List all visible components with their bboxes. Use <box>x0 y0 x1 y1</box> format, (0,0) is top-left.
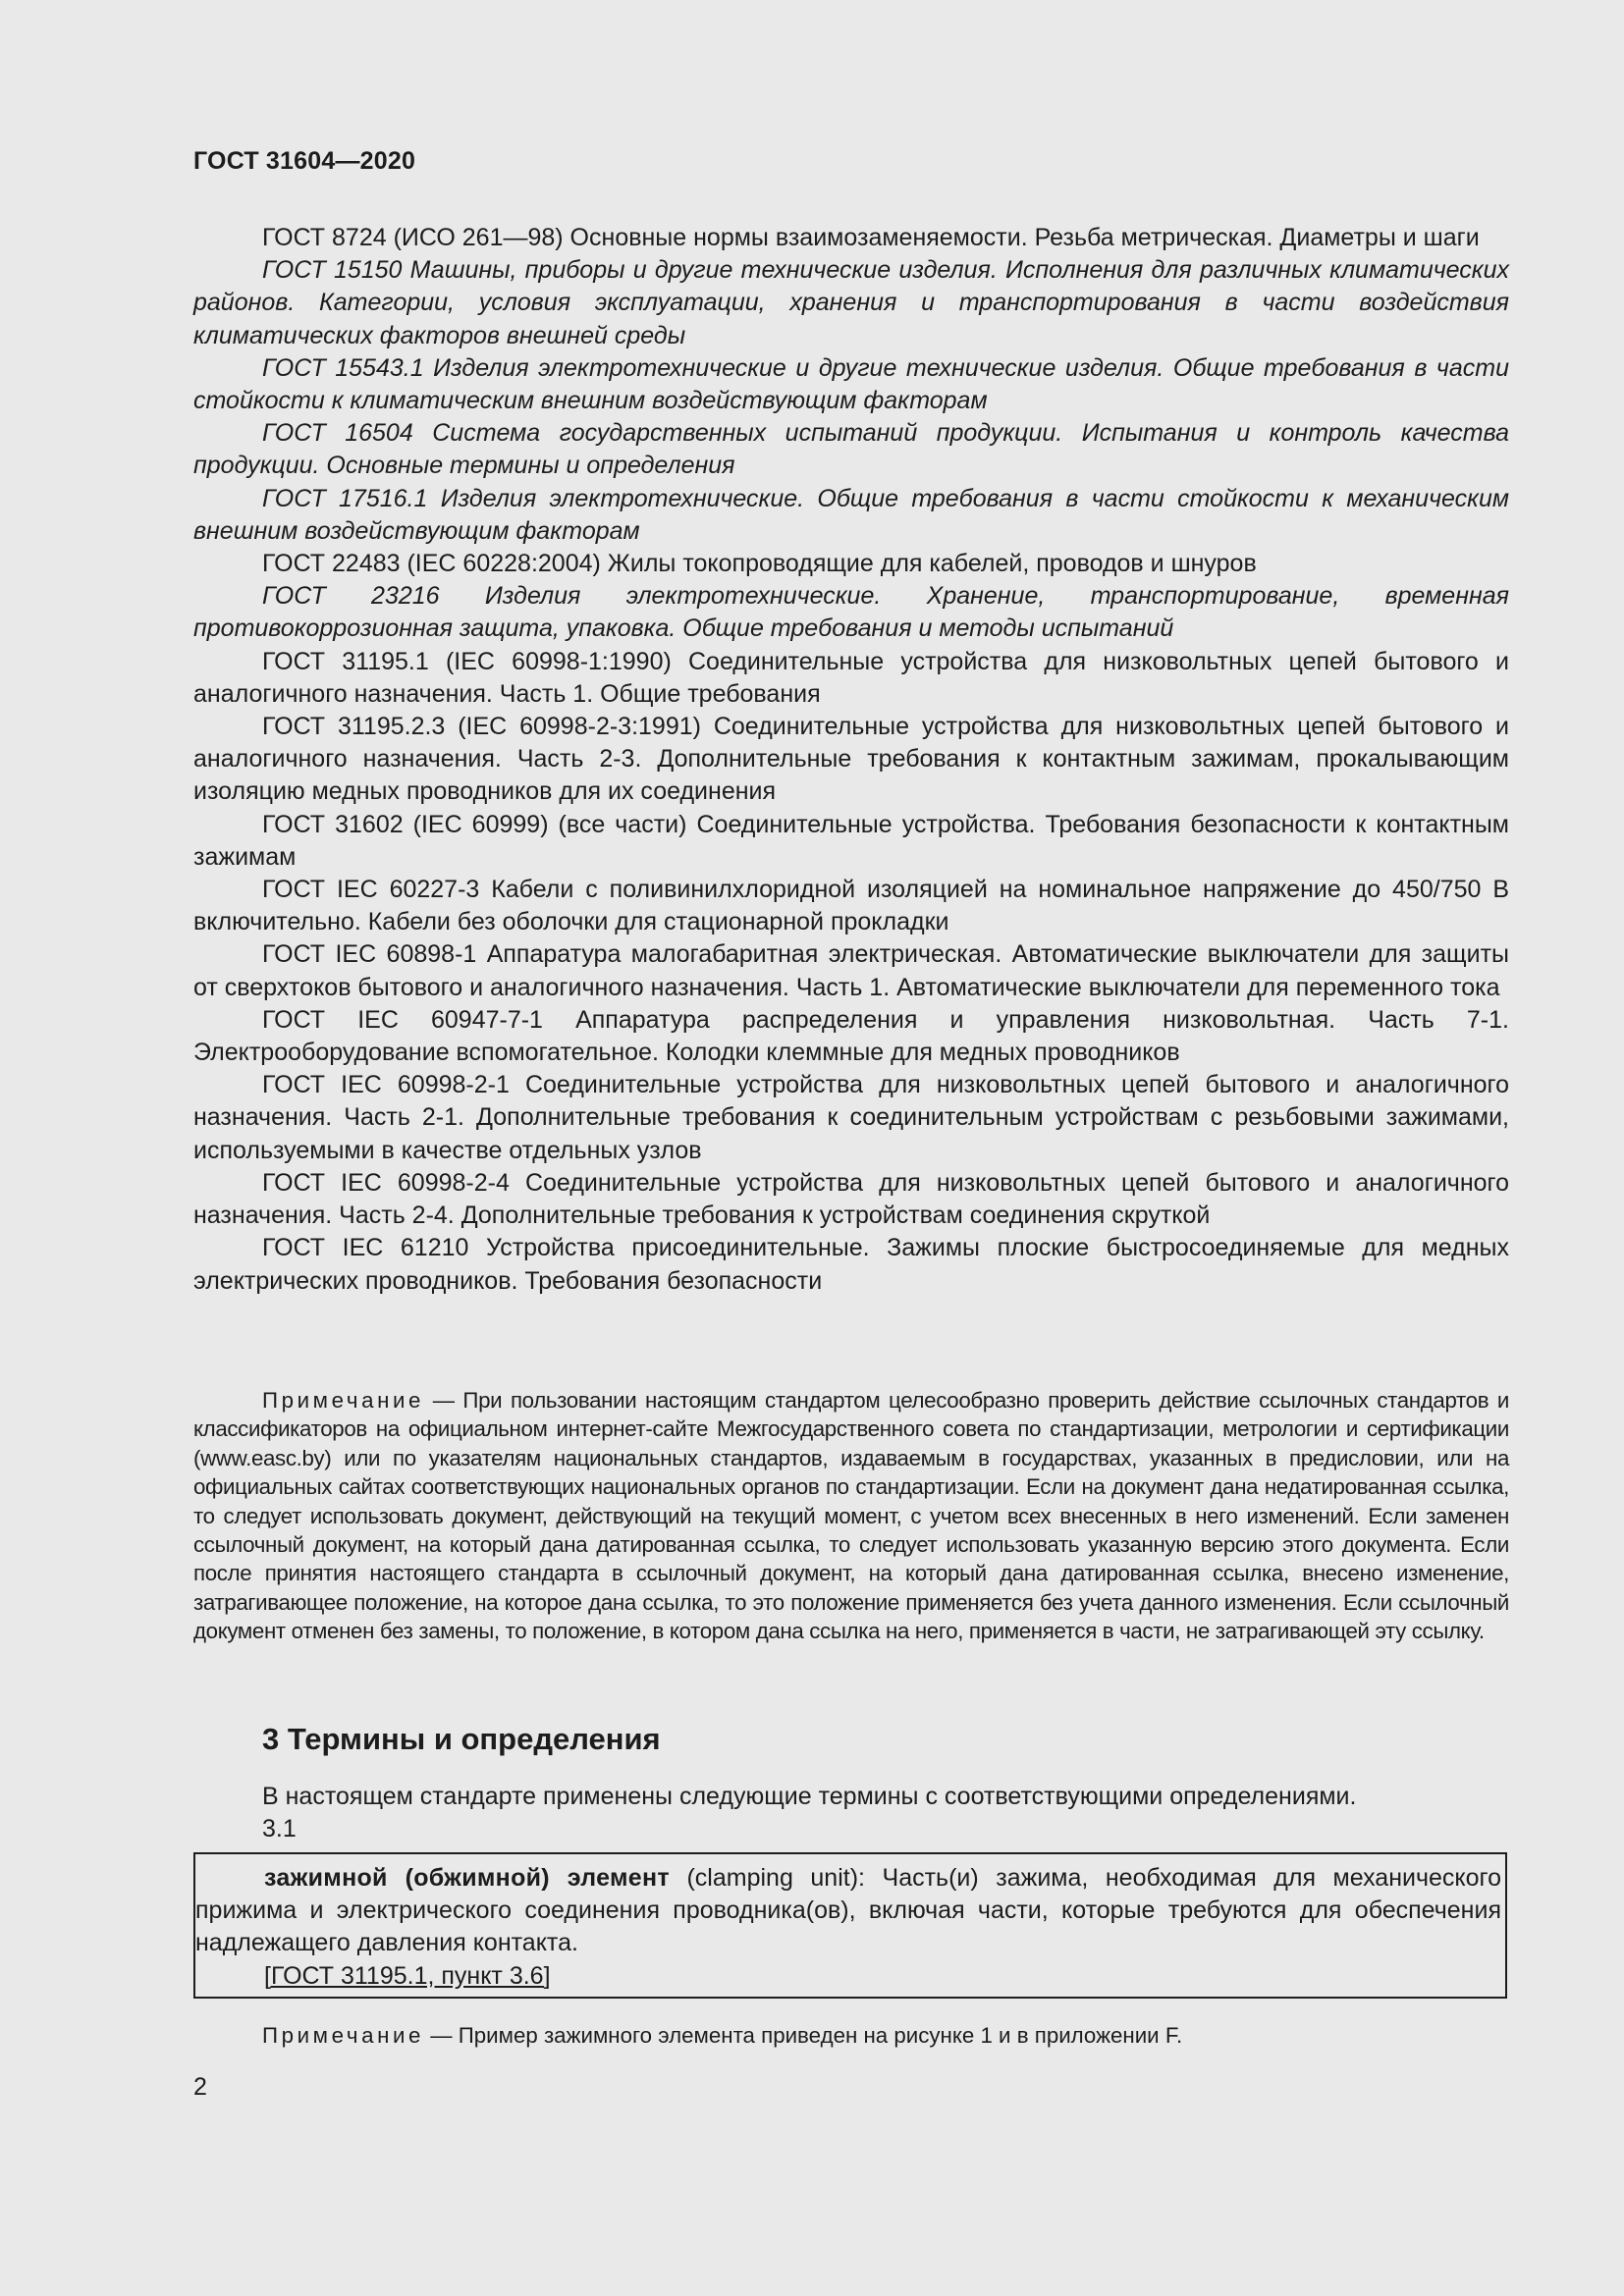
note-dash: — <box>424 2023 459 2048</box>
normative-references-list <box>193 222 1509 1298</box>
page-number: 2 <box>193 2073 207 2101</box>
section-title: 3 Термины и определения <box>262 1722 661 1756</box>
term-definition-box <box>193 1852 1507 1999</box>
reference-item: ГОСТ 23216 Изделия электротехнические. Хранение, транспортирование, временная противокоррозионная защита, упаковка. Общие требования и методы испытаний <box>193 582 1509 643</box>
reference-item: ГОСТ IEC 60947-7-1 Аппаратура распределения и управления низковольтная. Часть 7-1. Электрооборудование вспомогательное. Колодки клеммные для медных проводников <box>193 1005 1509 1067</box>
note-label: Примечание <box>262 2023 425 2048</box>
reference-item: ГОСТ 15150 Машины, приборы и другие технические изделия. Исполнения для различных климатических районов. Категории, условия эксплуатации, хранения и транспортирования в части воздействия климатических факторов внешней среды <box>193 256 1509 349</box>
section-intro-text: В настоящем стандарте применены следующие термины с соответствующими определениями. <box>262 1783 1357 1810</box>
reference-item: ГОСТ 31602 (IEC 60999) (все части) Соединительные устройства. Требования безопасности к контактным зажимам <box>193 810 1509 871</box>
reference-item: ГОСТ 22483 (IEC 60228:2004) Жилы токопроводящие для кабелей, проводов и шнуров <box>262 550 1257 578</box>
reference-item: ГОСТ 17516.1 Изделия электротехнические. Общие требования в части стойкости к механическим внешним воздействующим факторам <box>193 484 1509 545</box>
note-text: При пользовании настоящим стандартом целесообразно проверить действие ссылочных стандартов и классификаторов на официальном интернет-сайте Межгосударственного совета по стандартизации, метрологии и сертификации (www.easc.by) или по указателям национальных стандартов, издаваемым в государствах, указанных в предисловии, или на официальных сайтах соответствующих национальных органов по стандартизации. Если на документ дана недатированная ссылка, то следует использовать документ, действующий на текущий момент, с учетом всех внесенных в него изменений. Если заменен ссылочный документ, на который дана датированная ссылка, то следует использовать указанную версию этого документа. Если после принятия настоящего стандарта в ссылочный документ, на который дана датированная ссылка, внесено изменение, затрагивающее положение, на которое дана ссылка, то это положение применяется без учета данного изменения. Если ссылочный документ отменен без замены, то положение, в котором дана ссылка на него, применяется в части, не затрагивающей эту ссылку. <box>193 1388 1509 1644</box>
reference-item: ГОСТ 31195.2.3 (IEC 60998-2-3:1991) Соединительные устройства для низковольтных цепей бытового и аналогичного назначения. Часть 2-3. Дополнительные требования к контактным зажимам, прокалывающим изоляцию медных проводников для их соединения <box>193 713 1509 806</box>
reference-item: ГОСТ 15543.1 Изделия электротехнические и другие технические изделия. Общие требования в части стойкости к климатическим внешним воздействующим факторам <box>193 353 1509 415</box>
term-note <box>262 2021 1509 2050</box>
reference-item: ГОСТ IEC 61210 Устройства присоединительные. Зажимы плоские быстросоединяемые для медных электрических проводников. Требования безопасности <box>193 1234 1509 1295</box>
term-number: 3.1 <box>262 1815 297 1843</box>
reference-item: ГОСТ IEC 60227-3 Кабели с поливинилхлоридной изоляцией на номинальное напряжение до 450/750 В включительно. Кабели без оболочки для стационарной прокладки <box>193 876 1509 936</box>
reference-item: ГОСТ IEC 60998-2-1 Соединительные устройства для низковольтных цепей бытового и аналогичного назначения. Часть 2-1. Дополнительные требования к соединительным устройствам с резьбовыми зажимами, используемыми в качестве отдельных узлов <box>193 1071 1509 1164</box>
note-dash: — <box>424 1388 463 1413</box>
term-english: (clamping unit): <box>669 1864 883 1892</box>
reference-item: ГОСТ IEC 60898-1 Аппаратура малогабаритная электрическая. Автоматические выключатели для защиты от сверхтоков бытового и аналогичного назначения. Часть 1. Автоматические выключатели для переменного тока <box>193 940 1509 1001</box>
note-label: Примечание <box>262 1388 425 1413</box>
reference-item: ГОСТ 16504 Система государственных испытаний продукции. Испытания и контроль качества продукции. Основные термины и определения <box>193 419 1509 480</box>
term-source-reference: [ГОСТ 31195.1, пункт 3.6] <box>264 1961 551 1990</box>
reference-item: ГОСТ 8724 (ИСО 261—98) Основные нормы взаимозаменяемости. Резьба метрическая. Диаметры и шаги <box>262 224 1480 251</box>
note-text: Пример зажимного элемента приведен на рисунке 1 и в приложении F. <box>458 2023 1183 2048</box>
section-intro <box>262 1781 1509 1845</box>
references-note <box>193 1386 1509 1646</box>
reference-item: ГОСТ IEC 60998-2-4 Соединительные устройства для низковольтных цепей бытового и аналогичного назначения. Часть 2-4. Дополнительные требования к устройствам соединения скруткой <box>193 1168 1509 1230</box>
reference-item: ГОСТ 31195.1 (IEC 60998-1:1990) Соединительные устройства для низковольтных цепей бытового и аналогичного назначения. Часть 1. Общие требования <box>193 647 1509 708</box>
term-definition: Часть(и) зажима, необходимая для механического прижима и электрического соединения проводника(ов), включая части, которые требуются для обеспечения надлежащего давления контакта. <box>195 1864 1501 1957</box>
term-name: зажимной (обжимной) элемент <box>264 1864 670 1892</box>
document-header-code: ГОСТ 31604—2020 <box>193 147 416 175</box>
